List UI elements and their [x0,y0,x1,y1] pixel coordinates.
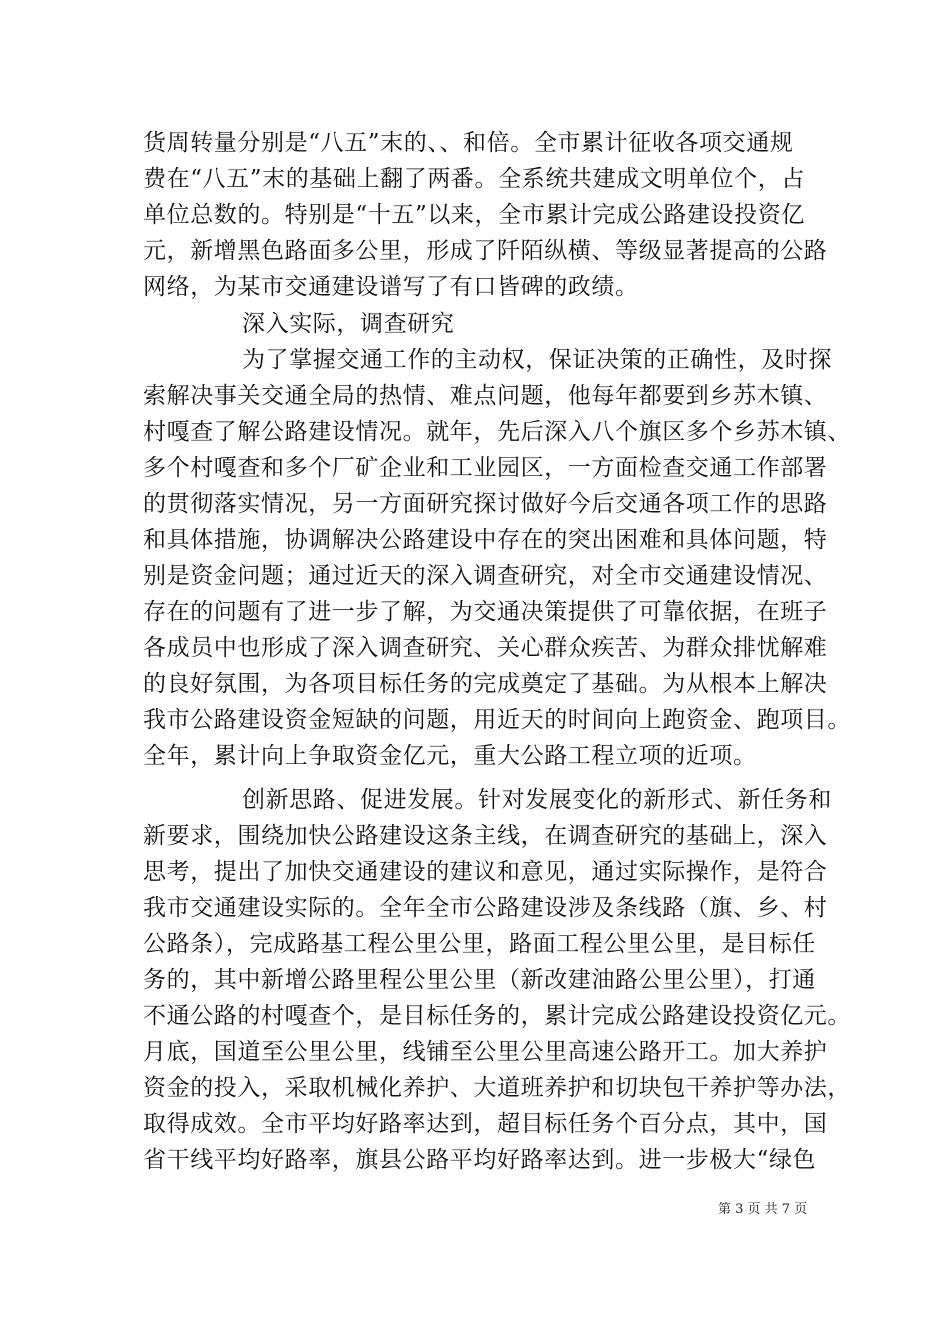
text-line: 存在的问题有了进一步了解，为交通决策提供了可靠依据，在班子 [143,599,828,625]
section-heading: 深入实际，调查研究 [242,311,455,337]
text-line: 村嘎查了解公路建设情况。就年，先后深入八个旗区多个乡苏木镇、 [143,419,851,445]
text-line: 资金的投入，采取机械化养护、大道班养护和切块包干养护等办法， [143,1075,851,1101]
text-line: 全年，累计向上争取资金亿元，重大公路工程立项的近项。 [143,743,757,769]
text-line: 为了掌握交通工作的主动权，保证决策的正确性，及时探 [242,347,832,373]
text-line: 省干线平均好路率，旗县公路平均好路率达到。进一步极大“绿色 [143,1147,817,1173]
text-line: 公路条），完成路基工程公里公里，路面工程公里公里，是目标任 [143,931,816,957]
text-line: 多个村嘎查和多个厂矿企业和工业园区，一方面检查交通工作部署 [143,455,828,481]
text-line: 的良好氛围，为各项目标任务的完成奠定了基础。为从根本上解决 [143,671,828,697]
text-line: 索解决事关交通全局的热情、难点问题，他每年都要到乡苏木镇、 [143,383,828,409]
page-number: 第 3 页 共 7 页 [718,1202,808,1217]
text-line: 网络，为某市交通建设谱写了有口皆碑的政绩。 [143,274,639,300]
text-line: 不通公路的村嘎查个，是目标任务的，累计完成公路建设投资亿元。 [143,1003,851,1029]
text-line: 别是资金问题；通过近天的深入调查研究，对全市交通建设情况、 [143,563,828,589]
text-line: 月底，国道至公里公里，线铺至公里公里高速公路开工。加大养护 [143,1039,828,1065]
text-line: 务的，其中新增公路里程公里公里（新改建油路公里公里），打通 [143,967,816,993]
text-line: 思考，提出了加快交通建设的建议和意见，通过实际操作，是符合 [143,859,828,885]
text-line: 元，新增黑色路面多公里，形成了阡陌纵横、等级显著提高的公路 [143,238,828,264]
text-line: 的贯彻落实情况，另一方面研究探讨做好今后交通各项工作的思路 [143,491,828,517]
text-line: 创新思路、促进发展。针对发展变化的新形式、新任务和 [242,787,832,813]
text-line: 和具体措施，协调解决公路建设中存在的突出困难和具体问题，特 [143,527,828,553]
text-line: 我市交通建设实际的。全年全市公路建设涉及条线路（旗、乡、村 [143,895,828,921]
text-line: 单位总数的。特别是“十五”以来，全市累计完成公路建设投资亿 [143,202,805,228]
text-line: 货周转量分别是“八五”末的、、和倍。全市累计征收各项交通规 [143,130,794,156]
text-line: 各成员中也形成了深入调查研究、关心群众疾苦、为群众排忧解难 [143,635,828,661]
text-line: 取得成效。全市平均好路率达到，超目标任务个百分点，其中，国 [143,1111,828,1137]
text-line: 费在“八五”末的基础上翻了两番。全系统共建成文明单位个，占 [143,166,805,192]
text-line: 新要求，围绕加快公路建设这条主线，在调查研究的基础上，深入 [143,823,828,849]
text-line: 我市公路建设资金短缺的问题，用近天的时间向上跑资金、跑项目。 [143,707,851,733]
